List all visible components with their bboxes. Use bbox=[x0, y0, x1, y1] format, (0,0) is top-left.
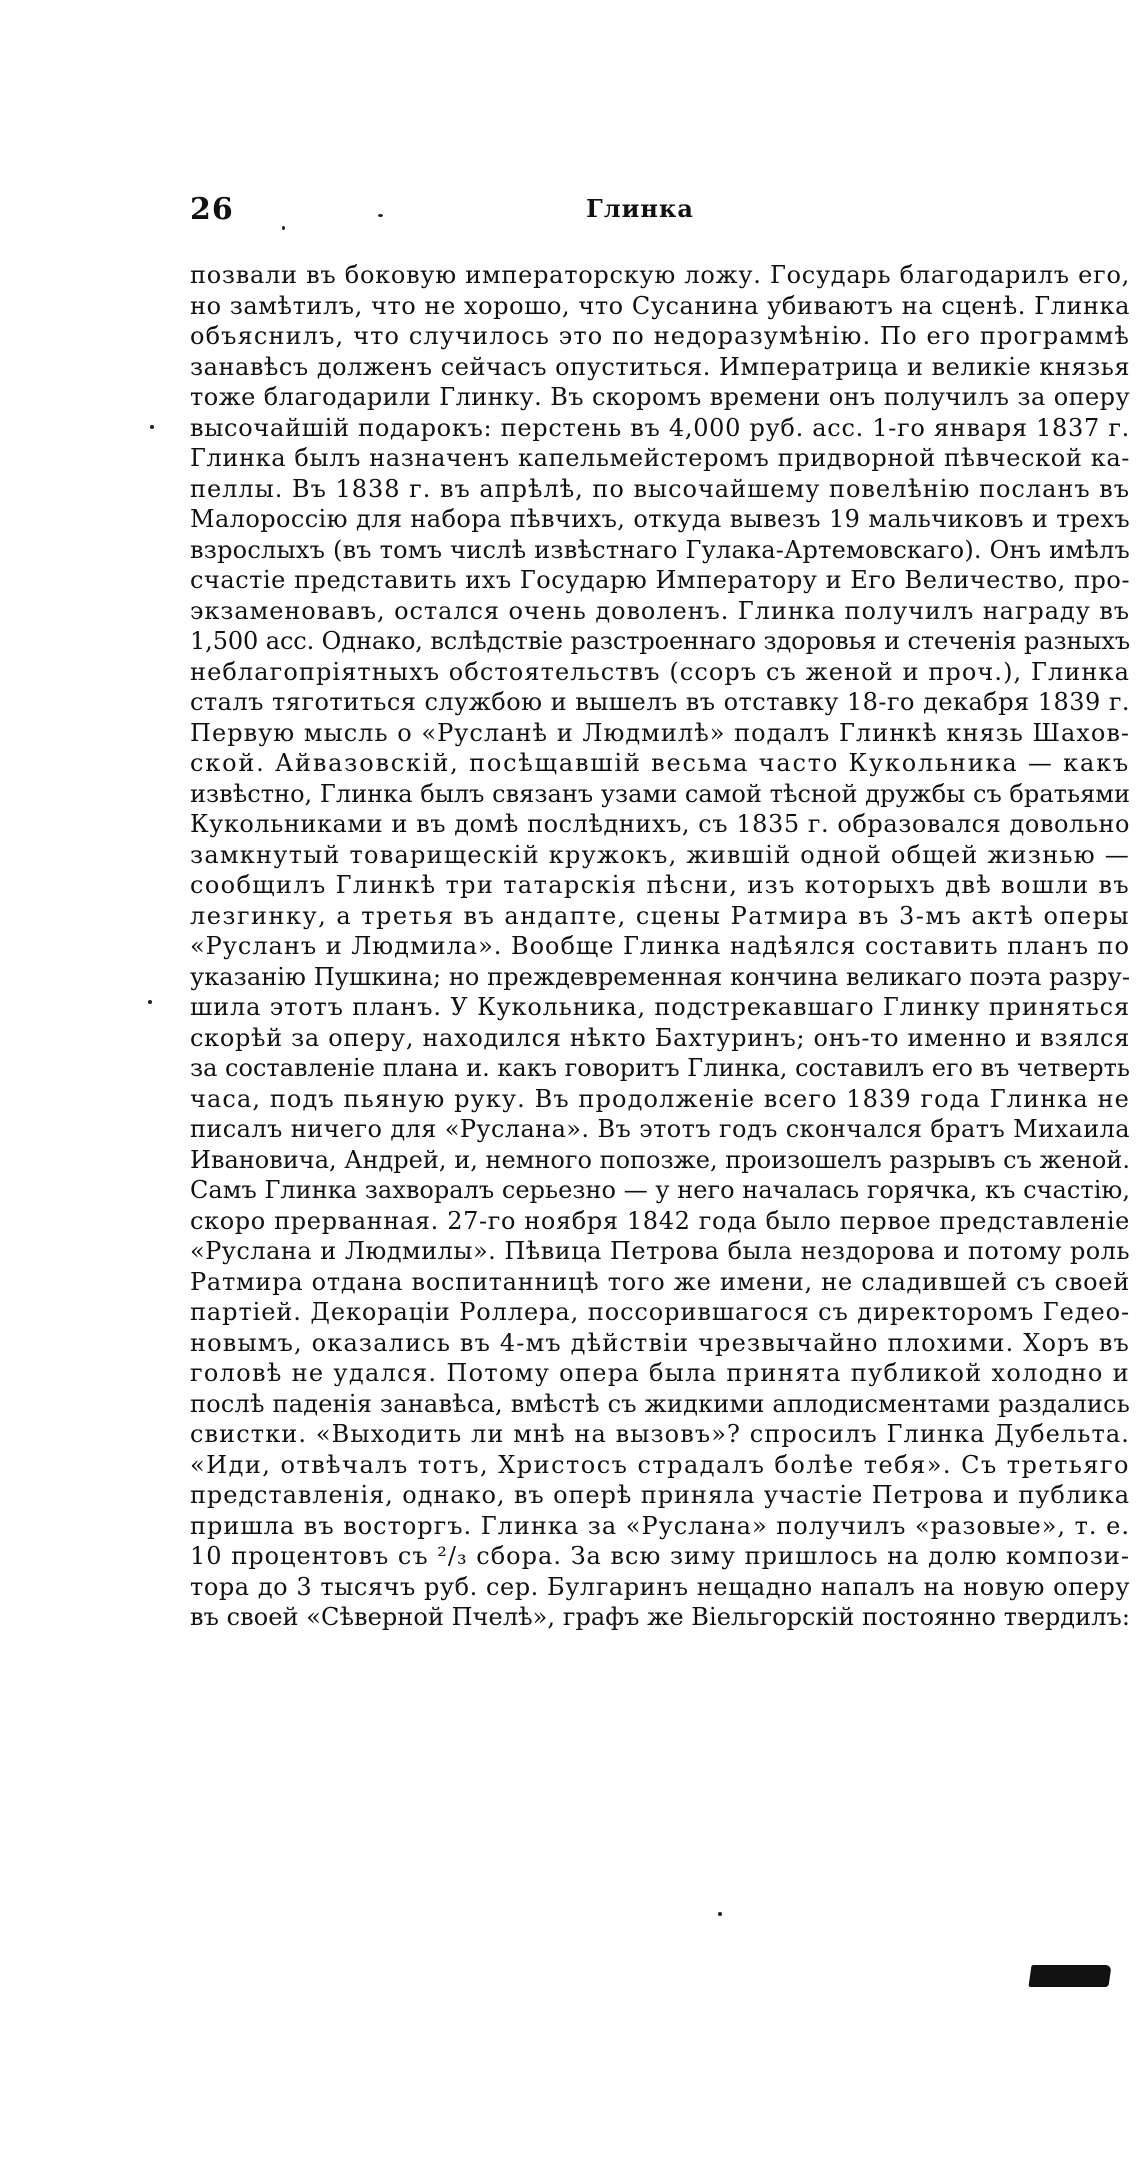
print-speck bbox=[148, 1000, 152, 1004]
text-line: указанію Пушкина; но преждевременная кончина великаго поэта разру- bbox=[190, 962, 1130, 991]
text-line: Первую мысль о «Русланѣ и Людмилѣ» подалъ Глинкѣ князь Шахов- bbox=[190, 718, 1130, 747]
print-speck bbox=[150, 425, 154, 429]
running-head: Глинка bbox=[586, 194, 694, 223]
text-line: послѣ паденія занавѣса, вмѣстѣ съ жидкими аплодисментами раздались bbox=[190, 1389, 1130, 1418]
text-line: тоже благодарили Глинку. Въ скоромъ времени онъ получилъ за оперу bbox=[190, 383, 1130, 411]
text-line: въ своей «Сѣверной Пчелѣ», графъ же Віельгорскій постоянно твердилъ: bbox=[190, 1603, 1130, 1631]
text-line: взрослыхъ (въ томъ числѣ извѣстнаго Гулака-Артемовскаго). Онъ имѣлъ bbox=[190, 535, 1130, 564]
text-line: скорѣй за оперу, находился нѣкто Бахтуринъ; онъ-то именно и взялся bbox=[190, 1023, 1130, 1052]
text-line: сталъ тяготиться службою и вышелъ въ отставку 18-го декабря 1839 г. bbox=[190, 688, 1130, 716]
text-line: тора до 3 тысячъ руб. сер. Булгаринъ нещадно напалъ на новую оперу bbox=[190, 1572, 1130, 1601]
text-line: писалъ ничего для «Руслана». Въ этотъ годъ скончался братъ Михаила bbox=[190, 1115, 1130, 1143]
text-line: занавѣсъ долженъ сейчасъ опуститься. Императрица и великіе князья bbox=[190, 352, 1130, 381]
text-line: пришла въ восторгъ. Глинка за «Руслана» получилъ «разовые», т. е. bbox=[190, 1511, 1130, 1540]
ink-smudge bbox=[1028, 1965, 1111, 1987]
text-line: партіей. Декораціи Роллера, поссорившагося съ директоромъ Гедео- bbox=[190, 1298, 1130, 1326]
text-line: часа, подъ пьяную руку. Въ продолженіе всего 1839 года Глинка не bbox=[190, 1084, 1130, 1113]
text-line: лезгинку, а третья въ андапте, сцены Ратмира въ 3-мъ актѣ оперы bbox=[190, 901, 1130, 930]
print-speck bbox=[378, 214, 383, 217]
text-line: извѣстно, Глинка былъ связанъ узами самой тѣсной дружбы съ братьями bbox=[190, 779, 1130, 808]
text-line: Самъ Глинка захворалъ серьезно — у него началась горячка, къ счастію, bbox=[190, 1176, 1130, 1204]
text-line: Малороссію для набора пѣвчихъ, откуда вывезъ 19 мальчиковъ и трехъ bbox=[190, 505, 1130, 533]
text-line: Ивановича, Андрей, и, немного попозже, произошелъ разрывъ съ женой. bbox=[190, 1145, 1130, 1174]
text-line: головѣ не удался. Потому опера была принята публикой холодно и bbox=[190, 1359, 1130, 1387]
text-line: ской. Айвазовскій, посѣщавшій весьма часто Кукольника — какъ bbox=[190, 749, 1130, 777]
text-line: счастіе представить ихъ Государю Императору и Его Величество, про- bbox=[190, 566, 1130, 594]
text-line: «Иди, отвѣчалъ тотъ, Христосъ страдалъ болѣе тебя». Съ третьяго bbox=[190, 1450, 1130, 1479]
text-line: высочайшій подарокъ: перстень въ 4,000 руб. асс. 1-го января 1837 г. bbox=[190, 413, 1130, 442]
text-line: «Русланъ и Людмила». Вообще Глинка надѣялся составить планъ по bbox=[190, 932, 1130, 960]
text-line: Кукольниками и въ домѣ послѣднихъ, съ 1835 г. образовался довольно bbox=[190, 810, 1130, 838]
text-line: шила этотъ планъ. У Кукольника, подстрекавшаго Глинку приняться bbox=[190, 993, 1130, 1021]
text-line: представленія, однако, въ оперѣ приняла участіе Петрова и публика bbox=[190, 1481, 1130, 1509]
text-line: сообщилъ Глинкѣ три татарскія пѣсни, изъ которыхъ двѣ вошли въ bbox=[190, 871, 1130, 899]
print-speck bbox=[282, 226, 285, 230]
text-line: объяснилъ, что случилось это по недоразумѣнію. По его программѣ bbox=[190, 322, 1130, 350]
text-line: замкнутый товарищескій кружокъ, жившій одной общей жизнью — bbox=[190, 840, 1130, 869]
print-speck bbox=[718, 1912, 722, 1916]
text-line: за составленіе плана и. какъ говоритъ Глинка, составилъ его въ четверть bbox=[190, 1054, 1130, 1082]
text-line: 1,500 асс. Однако, вслѣдствіе разстроеннаго здоровья и стеченія разныхъ bbox=[190, 627, 1130, 655]
text-line: но замѣтилъ, что не хорошо, что Сусанина убиваютъ на сценѣ. Глинка bbox=[190, 291, 1130, 320]
page-number: 26 bbox=[190, 192, 234, 227]
text-line: свистки. «Выходить ли мнѣ на вызовъ»? спросилъ Глинка Дубельта. bbox=[190, 1420, 1130, 1448]
text-line: «Руслана и Людмилы». Пѣвица Петрова была нездорова и потому роль bbox=[190, 1237, 1130, 1265]
text-line: новымъ, оказались въ 4-мъ дѣйствіи чрезвычайно плохими. Хоръ въ bbox=[190, 1328, 1130, 1357]
text-line: скоро прерванная. 27-го ноября 1842 года было первое представленіе bbox=[190, 1206, 1130, 1235]
text-line: Глинка былъ назначенъ капельмейстеромъ придворной пѣвческой ка- bbox=[190, 444, 1130, 472]
text-line: позвали въ боковую императорскую ложу. Государь благодарилъ его, bbox=[190, 261, 1130, 289]
text-line: Ратмира отдана воспитанницѣ того же имени, не сладившей съ своей bbox=[190, 1267, 1130, 1296]
text-line: пеллы. Въ 1838 г. въ апрѣлѣ, по высочайшему повелѣнію посланъ въ bbox=[190, 474, 1130, 503]
text-line: неблагопріятныхъ обстоятельствъ (ссоръ съ женой и проч.), Глинка bbox=[190, 657, 1130, 686]
text-line: экзаменовавъ, остался очень доволенъ. Глинка получилъ награду въ bbox=[190, 596, 1130, 625]
text-line: 10 процентовъ съ ²/₃ сбора. За всю зиму пришлось на долю компози- bbox=[190, 1542, 1130, 1570]
body-text bbox=[190, 260, 1130, 1633]
